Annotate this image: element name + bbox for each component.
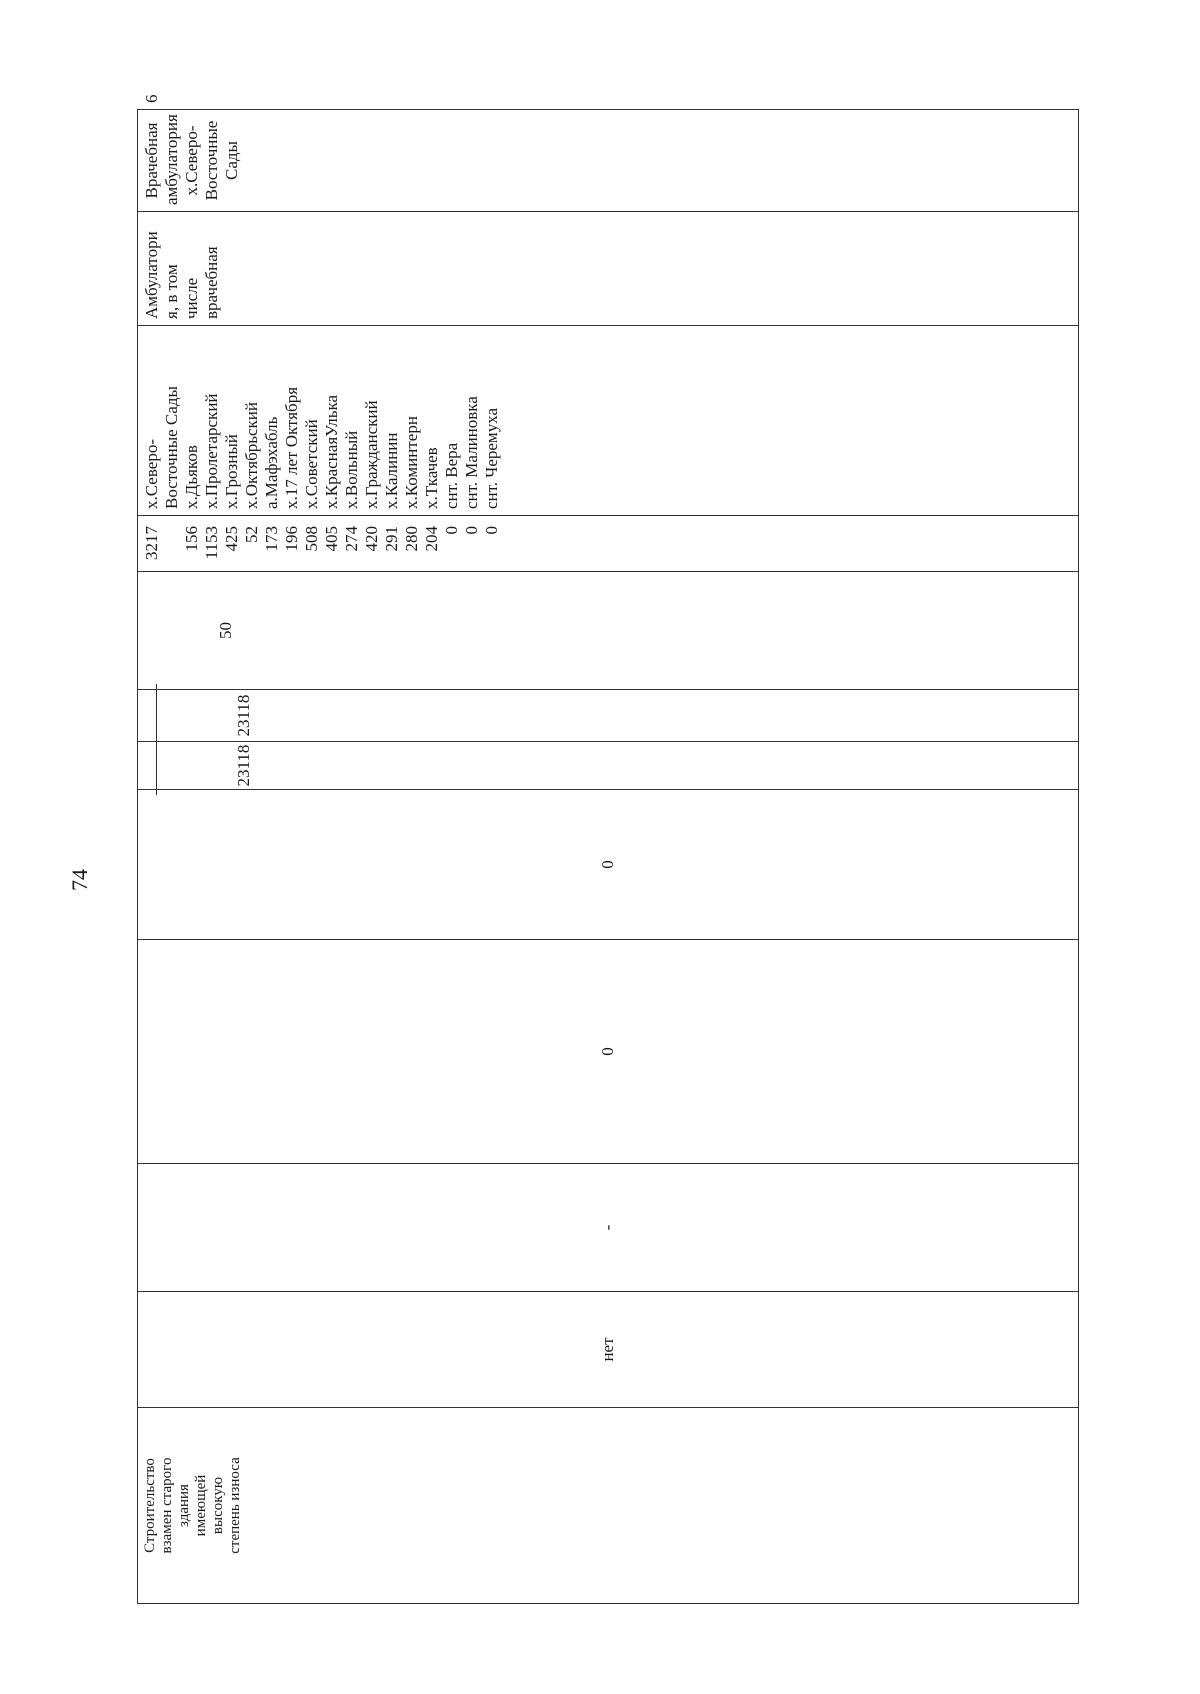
value-2-text: 23118 xyxy=(234,744,253,787)
row-value-4: 0 xyxy=(138,940,1079,1164)
row-value-3: 0 xyxy=(138,790,1079,940)
row-capacity: 50 xyxy=(138,572,1079,690)
row-type: Амбулатори я, в том числе врачебная xyxy=(138,212,1079,326)
row-dash: - xyxy=(138,1164,1079,1292)
row-name: Врачебная амбулатория х.Северо- Восточные Сады xyxy=(138,110,1079,212)
rotated-table-wrapper xyxy=(137,94,1079,1604)
facilities-table xyxy=(137,94,1079,1604)
row-value-2 xyxy=(138,742,1079,790)
row-note: Строительство взамен старого здания имеющей высокую степень износа xyxy=(138,1408,1079,1604)
row-status: нет xyxy=(138,1292,1079,1408)
row-settlements: х.Северо- Восточные Сады х.Дьяков х.Пролетарский х.Грозный х.Октябрьский а.Мафэхабль х.17 лет Октября х.Советский х.КраснаяУлька х.Вольный х.Гражданский х.Калинин х.Коминтерн х.Ткачев снт. Вера снт. Малиновка снт. Черемуха xyxy=(138,326,1079,516)
page-number: 74 xyxy=(67,869,92,891)
value-1-text: 23118 xyxy=(234,694,253,737)
row-population: 3217 156 1153 425 52 173 196 508 405 274 420 291 280 204 0 0 0 xyxy=(138,516,1079,572)
row-value-1 xyxy=(138,690,1079,742)
table-row: Строительство взамен старого здания имеющей высокую степень износа нет - 0 0 23118 23118 50 3217 156 1153 425 52 173 196 508 405 274 420 291 280 204 0 0 0 х.Северо- Восточные Сады х.Дьяков х.Пролетарский х.Грозный х.Октябрьский а.Мафэхабль х.17 лет Октября х.Советский х.КраснаяУлька х.Вольный х.Гражданский х.Калинин х.Коминтерн х.Ткачев снт. Вера снт. Малиновка снт. Черемуха Амбулатори я, в том числе врачебная Врачебная амбулатория х.Северо- Восточные Сады 6 xyxy=(138,110,1079,1604)
